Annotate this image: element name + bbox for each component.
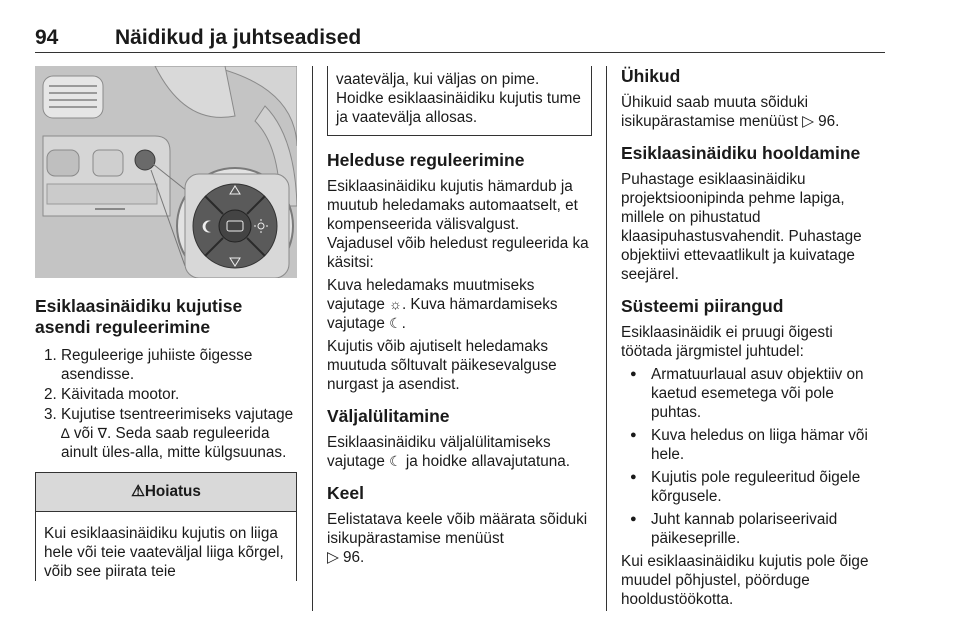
list-item: ● Armatuurlaual asuv objektiiv on kaetud esemetega või pole puhtas. xyxy=(651,365,886,422)
paragraph: Vajadusel võib heledust reguleerida ka käsitsi: xyxy=(327,235,589,271)
warning-header xyxy=(36,473,296,512)
paragraph: Esiklaasinäidiku väljalülitamiseks vajutage ☾ ja hoidke allavajutatuna. xyxy=(327,434,571,470)
paragraph: Kuva heledamaks muutmiseks vajutage ☼. Kuva hämardamiseks vajutage ☾. xyxy=(327,277,558,332)
paragraph: Kui esiklaasinäidiku kujutis pole õige muudel põhjustel, pöörduge hooldustöökotta. xyxy=(621,553,869,608)
page-number: 94 xyxy=(35,26,59,49)
column-divider-2 xyxy=(606,66,607,611)
page-reference[interactable]: ▷ 96. xyxy=(327,549,365,566)
warning-title: Hoiatus xyxy=(144,483,201,500)
warning-icon: ⚠ xyxy=(131,483,145,500)
moon-icon: ☾ xyxy=(389,315,402,331)
position-steps-list xyxy=(35,346,297,462)
page-ref-arrow-icon: ▷ xyxy=(327,549,339,566)
step-item: 3. Kujutise tsentreerimiseks vajutage ∆ või ∇. Seda saab reguleerida ainult üles-alla, mitte külgsuunas. xyxy=(61,405,297,462)
warning-text: Kui esiklaasinäidiku kujutis on liiga hele või teie vaateväljal liiga kõrgel, võib see piirata teie xyxy=(44,525,284,580)
column-divider-1 xyxy=(312,66,313,611)
step-item: 2. Käivitada mootor. xyxy=(61,385,297,404)
section-heading-language: Keel xyxy=(327,483,364,503)
sun-icon: ☼ xyxy=(389,296,402,312)
paragraph: Eelistatava keele võib määrata sõiduki isikupärastamise menüüst xyxy=(327,511,588,547)
page-ref-arrow-icon: ▷ xyxy=(802,113,814,130)
page-header xyxy=(35,26,885,52)
paragraph: Kujutis võib ajutiselt heledamaks muutuda sõltuvalt päikesevalguse nurgast ja asendist. xyxy=(327,338,557,393)
dashboard-drawing xyxy=(35,66,297,278)
section-heading-position: Esiklaasinäidiku kujutise asendi reguleerimine xyxy=(35,296,243,337)
header-divider xyxy=(35,52,885,53)
list-item: ● Kujutis pole reguleeritud õigele kõrgusele. xyxy=(651,468,886,506)
left-column xyxy=(35,66,297,581)
right-column xyxy=(621,66,886,609)
warning-box xyxy=(35,472,297,581)
paragraph: Ühikuid saab muuta sõiduki isikupärastamise menüüst ▷ 96. xyxy=(621,94,840,130)
up-triangle-icon: ∆ xyxy=(61,425,70,441)
section-heading-units: Ühikud xyxy=(621,66,681,86)
section-heading-limits: Süsteemi piirangud xyxy=(621,296,784,316)
section-heading-switch-off: Väljalülitamine xyxy=(327,406,450,426)
hud-control-illustration xyxy=(35,66,297,278)
down-triangle-icon: ∇ xyxy=(97,425,108,441)
list-item: ● Kuva heledus on liiga hämar või hele. xyxy=(651,426,886,464)
paragraph: Puhastage esiklaasinäidiku projektsioonipinda pehme lapiga, millele on pihustatud klaasipuhastusvahendit. Puhastage objektiivi ettevaatlikult ja kuivatage seejärel. xyxy=(621,171,862,283)
moon-icon: ☾ xyxy=(389,453,402,469)
middle-column xyxy=(327,66,592,567)
page-title: Näidikud ja juhtseadised xyxy=(115,26,362,49)
paragraph: Esiklaasinäidik ei pruugi õigesti töötada järgmistel juhtudel: xyxy=(621,324,833,360)
warning-box-continued: vaatevälja, kui väljas on pime. Hoidke esiklaasinäidiku kujutis tume ja vaatevälja allosas. xyxy=(327,66,592,136)
section-heading-brightness: Heleduse reguleerimine xyxy=(327,150,525,170)
limits-list xyxy=(621,365,886,548)
section-heading-care: Esiklaasinäidiku hooldamine xyxy=(621,143,861,163)
paragraph: Esiklaasinäidiku kujutis hämardub ja muutub heledamaks automaatselt, et kompenseerida välisvalgust. xyxy=(327,178,578,233)
list-item: ● Juht kannab polariseerivaid päikeseprille. xyxy=(651,510,886,548)
step-item: 1. Reguleerige juhiiste õigesse asendisse. xyxy=(61,346,297,384)
